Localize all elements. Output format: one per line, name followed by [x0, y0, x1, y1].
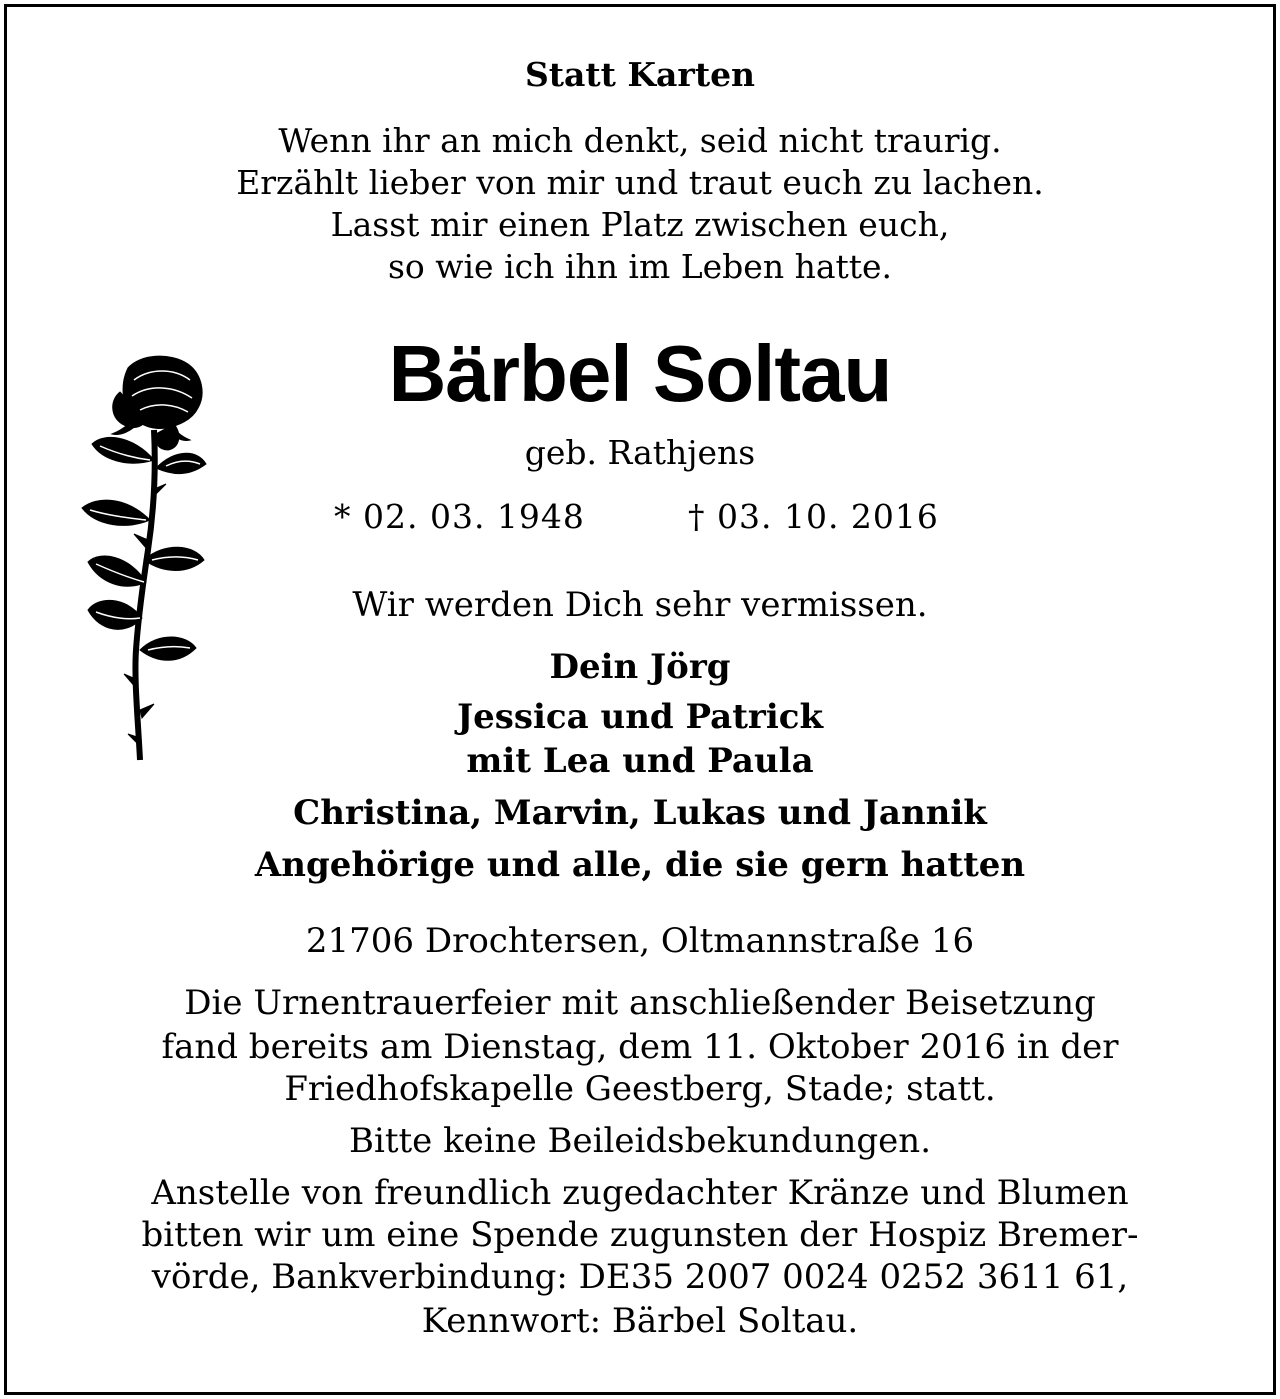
address: 21706 Drochtersen, Oltmannstraße 16 [305, 921, 975, 961]
poem-line: so wie ich ihn im Leben hatte. [387, 247, 893, 286]
donation-line: Kennwort: Bärbel Soltau. [421, 1301, 859, 1341]
donation-line: bitten wir um eine Spende zugunsten der Hospiz Bremer- [141, 1215, 1139, 1255]
birth-date: * 02. 03. 1948 [334, 497, 585, 536]
maiden-name: geb. Rathjens [524, 433, 756, 472]
ceremony-line: Friedhofskapelle Geestberg, Stade; statt. [284, 1069, 996, 1109]
death-date: † 03. 10. 2016 [688, 497, 939, 536]
mourner-line: Angehörige und alle, die sie gern hatten [254, 845, 1026, 885]
poem-line: Lasst mir einen Platz zwischen euch, [330, 205, 950, 244]
mourner-line: Christina, Marvin, Lukas und Jannik [293, 793, 987, 833]
heading: Statt Karten [524, 55, 756, 94]
mourner-line: Dein Jörg [549, 647, 731, 687]
donation-line: vörde, Bankverbindung: DE35 2007 0024 0252 3611 61, [151, 1257, 1129, 1297]
mourner-line: mit Lea und Paula [466, 741, 814, 781]
ceremony-line: Die Urnentrauerfeier mit anschließender Beisetzung [184, 983, 1096, 1023]
ceremony-line: fand bereits am Dienstag, dem 11. Oktober 2016 in der [161, 1027, 1119, 1067]
deceased-name: Bärbel Soltau [388, 329, 892, 418]
mourner-line: Jessica und Patrick [456, 697, 823, 737]
donation-line: Anstelle von freundlich zugedachter Kränze und Blumen [151, 1173, 1129, 1213]
poem-line: Wenn ihr an mich denkt, seid nicht traurig. [278, 121, 1002, 160]
farewell-line: Wir werden Dich sehr vermissen. [352, 585, 928, 625]
poem-line: Erzählt lieber von mir und traut euch zu lachen. [236, 163, 1044, 202]
condolence-note: Bitte keine Beileidsbekundungen. [348, 1121, 932, 1161]
